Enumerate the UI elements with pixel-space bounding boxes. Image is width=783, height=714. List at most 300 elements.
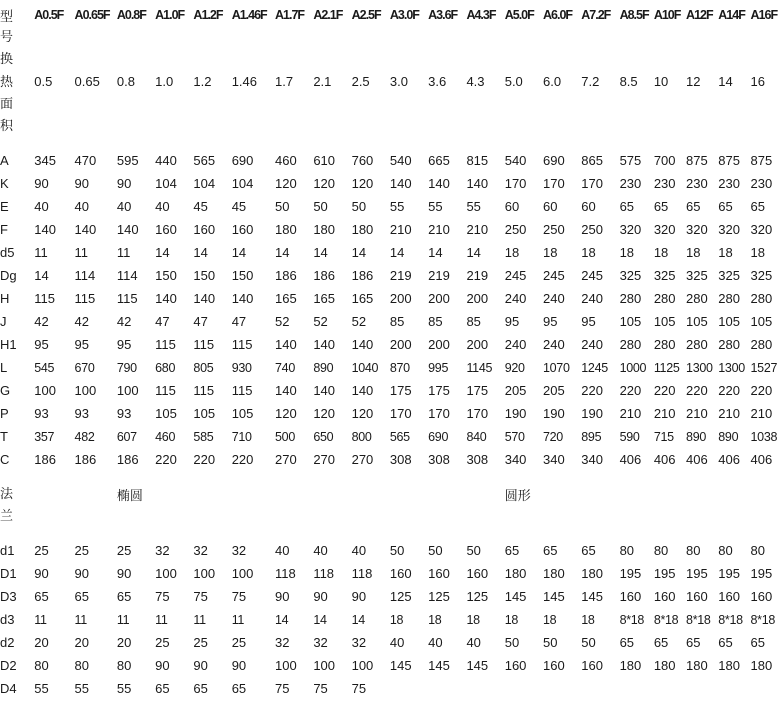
row-label-model-line1: 型 (0, 8, 13, 24)
d1-16: 80 (653, 543, 669, 558)
D1-0: 90 (34, 566, 49, 581)
L-6: 740 (275, 360, 295, 375)
F-9: 210 (389, 222, 412, 237)
d3-6: 14 (275, 612, 289, 627)
d5-9: 14 (389, 245, 405, 260)
E-11: 55 (466, 199, 481, 214)
table-row-J (0, 310, 783, 333)
D1-18: 195 (718, 566, 740, 581)
Dg-10: 219 (428, 268, 450, 283)
d1-7: 40 (313, 543, 328, 558)
E-8: 50 (351, 199, 367, 214)
D3-1: 65 (74, 589, 90, 604)
col-header-3: A1.0F (155, 8, 185, 22)
D1-10: 160 (428, 566, 450, 581)
P-8: 120 (351, 406, 374, 421)
d1-5: 32 (231, 543, 247, 558)
table-row-H (0, 287, 783, 310)
table-row-H1 (0, 333, 783, 356)
K-11: 140 (466, 176, 489, 191)
d2-1: 20 (74, 635, 90, 650)
T-0: 357 (34, 429, 55, 444)
E-5: 45 (231, 199, 247, 214)
C-15: 406 (619, 452, 642, 467)
E-6: 50 (275, 199, 290, 214)
D4-15 (620, 677, 654, 700)
d1-4: 32 (193, 543, 208, 558)
T-12: 570 (504, 429, 525, 444)
col-header-18: A14F (718, 8, 745, 22)
F-10: 210 (428, 222, 450, 237)
L-0: 545 (34, 360, 55, 375)
Dg-3: 150 (155, 268, 177, 283)
H1-14: 240 (581, 337, 603, 352)
D4-16 (654, 677, 686, 700)
d2-10: 40 (428, 635, 443, 650)
area-value-12: 5.0 (504, 74, 523, 89)
Dg-1: 114 (74, 268, 96, 283)
H1-15: 280 (619, 337, 642, 352)
d3-1: 11 (74, 612, 87, 627)
table-row-d3 (0, 608, 783, 631)
D3-16: 160 (653, 589, 676, 604)
J-7: 52 (313, 314, 328, 329)
D1-6: 118 (275, 566, 296, 581)
D3-19: 160 (750, 589, 773, 604)
d2-6: 32 (275, 635, 290, 650)
D2-13: 160 (543, 658, 565, 673)
A-13: 690 (543, 153, 565, 168)
D2-10: 145 (428, 658, 450, 673)
area-value-4: 1.2 (193, 74, 212, 89)
K-2: 90 (116, 176, 132, 191)
P-12: 190 (504, 406, 527, 421)
A-7: 610 (313, 153, 336, 168)
J-4: 47 (193, 314, 208, 329)
spacer-cell-3 (0, 527, 783, 539)
row-label-area-line2: 热 (0, 73, 14, 89)
table-row-C (0, 448, 783, 471)
d3-16: 8*18 (653, 612, 679, 627)
T-16: 715 (653, 429, 674, 444)
d5-18: 18 (718, 245, 733, 260)
D1-2: 90 (116, 566, 132, 581)
H1-2: 95 (116, 337, 132, 352)
D4-3: 65 (155, 681, 170, 696)
d2-19: 65 (750, 635, 765, 650)
D4-14 (581, 677, 619, 700)
D3-12: 145 (504, 589, 527, 604)
H1-9: 200 (389, 337, 412, 352)
H1-4: 115 (193, 337, 215, 352)
D1-1: 90 (74, 566, 90, 581)
flange-group-label-round: 圆形 (504, 487, 531, 503)
D2-7: 100 (313, 658, 336, 673)
D4-17 (686, 677, 718, 700)
table-row-D2 (0, 654, 783, 677)
E-12: 60 (504, 199, 520, 214)
P-13: 190 (543, 406, 565, 421)
H1-19: 280 (750, 337, 773, 352)
D4-5: 65 (231, 681, 247, 696)
K-17: 230 (686, 176, 708, 191)
row-label-A: A (0, 153, 9, 168)
D4-2: 55 (116, 681, 132, 696)
d1-15: 80 (619, 543, 635, 558)
J-19: 105 (750, 314, 773, 329)
E-18: 65 (718, 199, 733, 214)
D3-0: 65 (34, 589, 49, 604)
G-0: 100 (34, 383, 56, 398)
L-19: 1527 (750, 360, 778, 375)
P-3: 105 (155, 406, 177, 421)
P-6: 120 (275, 406, 297, 421)
T-1: 482 (74, 429, 95, 444)
C-4: 220 (193, 452, 216, 467)
E-15: 65 (619, 199, 635, 214)
J-13: 95 (543, 314, 558, 329)
table-row-spacer-2 (0, 471, 783, 483)
F-19: 320 (750, 222, 773, 237)
H1-3: 115 (155, 337, 176, 352)
F-12: 250 (504, 222, 527, 237)
Dg-6: 186 (275, 268, 297, 283)
C-19: 406 (750, 452, 773, 467)
C-9: 308 (389, 452, 412, 467)
J-2: 42 (116, 314, 132, 329)
F-17: 320 (686, 222, 708, 237)
d3-12: 18 (504, 612, 519, 627)
col-header-12: A5.0F (504, 8, 534, 22)
P-9: 170 (389, 406, 412, 421)
E-14: 60 (581, 199, 596, 214)
spacer-cell-2 (0, 471, 783, 483)
D2-16: 180 (653, 658, 676, 673)
D2-15: 180 (619, 658, 642, 673)
J-14: 95 (581, 314, 596, 329)
C-18: 406 (718, 452, 740, 467)
table-row-A (0, 149, 783, 172)
row-label-H: H (0, 291, 10, 306)
T-2: 607 (116, 429, 137, 444)
P-7: 120 (313, 406, 336, 421)
H1-10: 200 (428, 337, 450, 352)
G-17: 220 (686, 383, 708, 398)
d3-14: 18 (581, 612, 595, 627)
area-value-3: 1.0 (155, 74, 174, 89)
H-17: 280 (686, 291, 708, 306)
d2-12: 50 (504, 635, 520, 650)
D1-3: 100 (155, 566, 177, 581)
col-header-7: A2.1F (313, 8, 343, 22)
area-value-0: 0.5 (34, 74, 53, 89)
D2-3: 90 (155, 658, 170, 673)
L-9: 870 (389, 360, 410, 375)
T-6: 500 (275, 429, 295, 444)
A-19: 875 (750, 153, 773, 168)
P-11: 170 (466, 406, 489, 421)
D4-11 (466, 677, 504, 700)
table-row-Dg (0, 264, 783, 287)
D3-11: 125 (466, 589, 489, 604)
table-row-D4 (0, 677, 783, 700)
H-4: 140 (193, 291, 216, 306)
C-2: 186 (116, 452, 139, 467)
col-header-16: A10F (653, 8, 681, 22)
H-15: 280 (619, 291, 642, 306)
K-8: 120 (351, 176, 374, 191)
D2-2: 80 (116, 658, 132, 673)
Dg-9: 219 (389, 268, 412, 283)
d2-17: 65 (686, 635, 701, 650)
P-5: 105 (231, 406, 254, 421)
D2-4: 90 (193, 658, 208, 673)
H-9: 200 (389, 291, 412, 306)
G-14: 220 (581, 383, 603, 398)
d2-18: 65 (718, 635, 733, 650)
A-9: 540 (389, 153, 412, 168)
J-9: 85 (389, 314, 405, 329)
L-17: 1300 (686, 360, 713, 375)
Dg-15: 325 (619, 268, 642, 283)
G-11: 175 (466, 383, 489, 398)
col-header-10: A3.6F (428, 8, 458, 22)
F-14: 250 (581, 222, 603, 237)
E-10: 55 (428, 199, 443, 214)
K-1: 90 (74, 176, 90, 191)
d1-1: 25 (74, 543, 90, 558)
area-value-19: 16 (750, 74, 765, 89)
A-18: 875 (718, 153, 740, 168)
D1-16: 195 (653, 566, 676, 581)
d3-9: 18 (389, 612, 404, 627)
G-18: 220 (718, 383, 740, 398)
T-5: 710 (231, 429, 252, 444)
E-7: 50 (313, 199, 328, 214)
D4-9 (390, 677, 428, 700)
row-label-L: L (0, 360, 8, 375)
col-header-2: A0.8F (116, 8, 146, 22)
area-value-13: 6.0 (543, 74, 562, 89)
L-3: 680 (155, 360, 176, 375)
T-14: 895 (581, 429, 602, 444)
L-15: 1000 (619, 360, 647, 375)
row-label-D2: D2 (0, 658, 17, 673)
d5-15: 18 (619, 245, 635, 260)
col-header-8: A2.5F (351, 8, 381, 22)
F-0: 140 (34, 222, 56, 237)
specification-table (0, 4, 783, 700)
table-row-model-header-line2 (0, 26, 783, 48)
L-16: 1125 (653, 360, 680, 375)
table-row-flange-label-2 (0, 505, 783, 527)
d1-14: 65 (581, 543, 596, 558)
d3-11: 18 (466, 612, 480, 627)
L-4: 805 (193, 360, 214, 375)
D3-17: 160 (686, 589, 708, 604)
H-11: 200 (466, 291, 489, 306)
A-3: 440 (155, 153, 177, 168)
table-row-d1 (0, 539, 783, 562)
row-label-D3: D3 (0, 589, 17, 604)
D1-14: 180 (581, 566, 603, 581)
F-4: 160 (193, 222, 216, 237)
K-15: 230 (619, 176, 642, 191)
D1-7: 118 (313, 566, 335, 581)
d3-10: 18 (428, 612, 442, 627)
T-10: 690 (428, 429, 449, 444)
d5-2: 11 (116, 245, 131, 260)
row-label-C: C (0, 452, 10, 467)
D2-9: 145 (389, 658, 412, 673)
D4-19 (751, 677, 783, 700)
H-6: 165 (275, 291, 297, 306)
H1-6: 140 (275, 337, 297, 352)
row-label-area-line3: 面 (0, 96, 14, 111)
F-2: 140 (116, 222, 139, 237)
J-10: 85 (428, 314, 443, 329)
H-0: 115 (34, 291, 55, 306)
K-9: 140 (389, 176, 412, 191)
row-label-flange-line1: 法 (0, 486, 14, 501)
L-14: 1245 (581, 360, 608, 375)
P-17: 210 (686, 406, 708, 421)
table-row-area-label-1 (0, 48, 783, 70)
K-6: 120 (275, 176, 297, 191)
T-9: 565 (389, 429, 410, 444)
D1-8: 118 (351, 566, 373, 581)
P-14: 190 (581, 406, 603, 421)
D4-1: 55 (74, 681, 90, 696)
H1-18: 280 (718, 337, 740, 352)
E-13: 60 (543, 199, 558, 214)
C-16: 406 (653, 452, 676, 467)
E-3: 40 (155, 199, 170, 214)
C-13: 340 (543, 452, 565, 467)
G-3: 115 (155, 383, 176, 398)
d5-19: 18 (750, 245, 765, 260)
Dg-17: 325 (686, 268, 708, 283)
flange-label-spacer (34, 505, 783, 527)
E-9: 55 (389, 199, 405, 214)
P-4: 105 (193, 406, 216, 421)
T-13: 720 (543, 429, 563, 444)
D4-10 (428, 677, 466, 700)
G-13: 205 (543, 383, 565, 398)
table-row-T (0, 425, 783, 448)
H1-11: 200 (466, 337, 489, 352)
area-value-8: 2.5 (351, 74, 370, 89)
D3-5: 75 (231, 589, 247, 604)
d5-13: 18 (543, 245, 558, 260)
col-header-13: A6.0F (543, 8, 573, 22)
H-10: 200 (428, 291, 450, 306)
col-header-9: A3.0F (389, 8, 419, 22)
Dg-12: 245 (504, 268, 527, 283)
table-row-area-label-4 (0, 115, 783, 137)
d5-8: 14 (351, 245, 367, 260)
D4-18 (718, 677, 750, 700)
F-1: 140 (74, 222, 97, 237)
area-value-9: 3.0 (389, 74, 408, 89)
d3-13: 18 (543, 612, 557, 627)
P-1: 93 (74, 406, 90, 421)
G-6: 140 (275, 383, 297, 398)
L-2: 790 (116, 360, 137, 375)
table-row-model-header (0, 4, 783, 26)
C-6: 270 (275, 452, 297, 467)
C-7: 270 (313, 452, 336, 467)
D2-19: 180 (750, 658, 773, 673)
d3-2: 11 (116, 612, 130, 627)
D4-6: 75 (275, 681, 290, 696)
Dg-14: 245 (581, 268, 603, 283)
area-value-18: 14 (718, 74, 733, 89)
A-4: 565 (193, 153, 216, 168)
G-12: 205 (504, 383, 527, 398)
H1-1: 95 (74, 337, 90, 352)
A-6: 460 (275, 153, 297, 168)
D3-7: 90 (313, 589, 328, 604)
H-5: 140 (231, 291, 254, 306)
row-label-H1: H1 (0, 337, 17, 352)
H1-12: 240 (504, 337, 527, 352)
A-1: 470 (74, 153, 97, 168)
area-value-15: 8.5 (619, 74, 638, 89)
D2-12: 160 (504, 658, 527, 673)
E-4: 45 (193, 199, 208, 214)
D2-6: 100 (275, 658, 297, 673)
d1-6: 40 (275, 543, 290, 558)
D3-10: 125 (428, 589, 450, 604)
d5-4: 14 (193, 245, 208, 260)
A-5: 690 (231, 153, 254, 168)
D3-2: 65 (116, 589, 132, 604)
T-19: 1038 (750, 429, 778, 444)
K-4: 104 (193, 176, 216, 191)
d3-5: 11 (231, 612, 245, 627)
table-row-area-values (0, 70, 783, 93)
table-row-spacer-1 (0, 137, 783, 149)
D3-6: 90 (275, 589, 290, 604)
table-row-d5 (0, 241, 783, 264)
D1-11: 160 (466, 566, 489, 581)
H-18: 280 (718, 291, 740, 306)
d3-0: 11 (34, 612, 47, 627)
G-2: 100 (116, 383, 139, 398)
J-12: 95 (504, 314, 520, 329)
F-15: 320 (619, 222, 642, 237)
area-value-11: 4.3 (466, 74, 485, 89)
F-13: 250 (543, 222, 565, 237)
col-header-11: A4.3F (466, 8, 496, 22)
d5-3: 14 (155, 245, 170, 260)
Dg-0: 14 (34, 268, 49, 283)
T-8: 800 (351, 429, 372, 444)
T-11: 840 (466, 429, 487, 444)
area-value-14: 7.2 (581, 74, 600, 89)
flange-group-label-oval: 椭圆 (116, 487, 143, 503)
E-2: 40 (116, 199, 132, 214)
D2-11: 145 (466, 658, 489, 673)
D3-15: 160 (619, 589, 642, 604)
D1-17: 195 (686, 566, 708, 581)
D2-0: 80 (34, 658, 49, 673)
F-3: 160 (155, 222, 177, 237)
H-12: 240 (504, 291, 527, 306)
C-12: 340 (504, 452, 527, 467)
table-row-E (0, 195, 783, 218)
